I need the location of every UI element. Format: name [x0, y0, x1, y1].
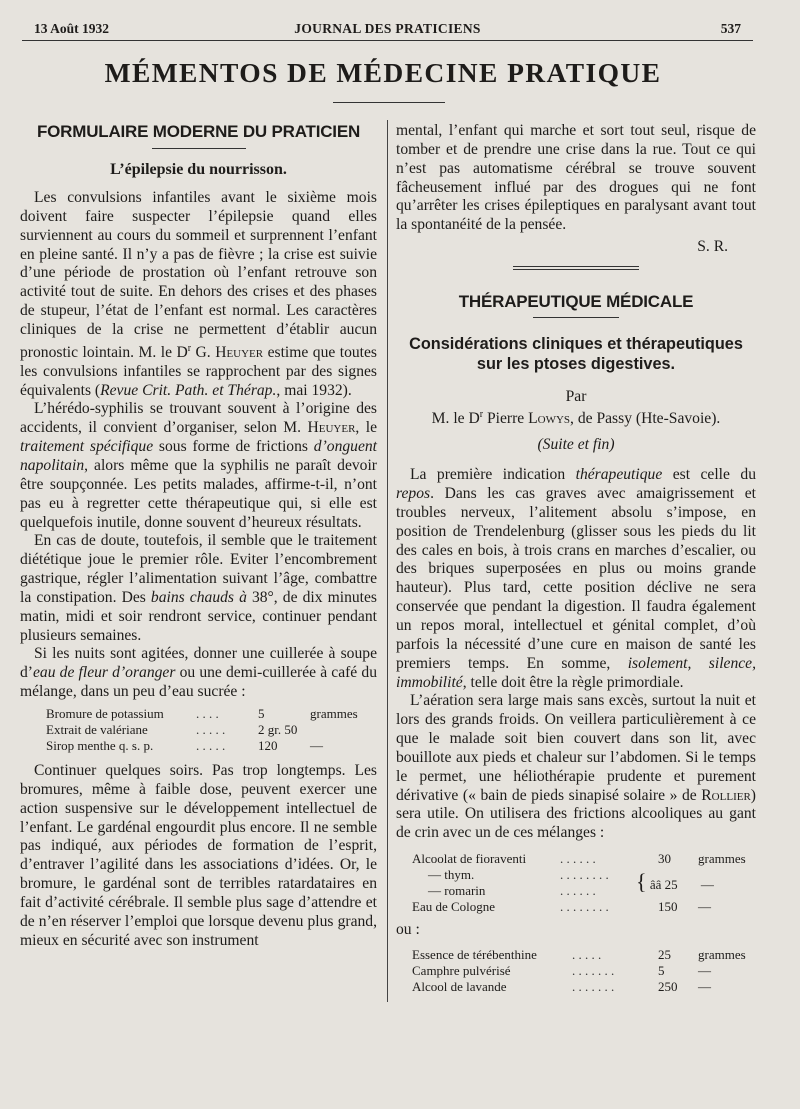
header-rule: [22, 40, 753, 41]
friction-recipe-2: [412, 947, 746, 995]
section-rule: [152, 148, 246, 149]
prescription-table: [46, 706, 358, 754]
recipe-row: — thym. . . . . . . . . { ââ 25 —: [412, 867, 746, 883]
author-name: Rollier: [701, 786, 751, 804]
journal-title: JOURNAL DES PRATICIENS: [294, 21, 481, 36]
article-subtitle: L’épilepsie du nourrisson.: [110, 161, 287, 178]
section-rule: [533, 317, 619, 318]
page-number: 537: [720, 21, 741, 36]
paragraph: L’hérédo-syphilis se trouvant souvent à l’origine des accidents, il convient d’organiser, selon M. Heuyer, le traitement spécifique sous forme de frictions d’onguent napolitain, alors même que la syphilis ne paraît devoir être soupçonnée. Les petits malades, affirme-t-il, n’ont pas eu à regretter cette thérapeutique qui, si elle est quelquefois inutile, donne souvent d’heureux résultats.: [20, 400, 378, 531]
title-rule: [333, 102, 445, 103]
running-header: [22, 18, 753, 40]
reference: Revue Crit. Path. et Thérap.: [100, 381, 277, 399]
author-name: Heuyer: [307, 419, 356, 437]
section-heading-formulaire: FORMULAIRE MODERNE DU PRATICIEN: [36, 122, 361, 141]
recipe-row: Alcoolat de fioraventi . . . . . . 30 grammes: [412, 851, 746, 867]
byline: Par: [565, 388, 587, 406]
page-title: MÉMENTOS DE MÉDECINE PRATIQUE: [104, 57, 662, 88]
author-line: M. le $D^r$ Pierre Lowys, de Passy (Hte-Savoie).: [431, 409, 721, 428]
section-heading-therapeutique: THÉRAPEUTIQUE MÉDICALE: [458, 292, 694, 312]
issue-date: 13 Août 1932: [34, 21, 110, 36]
alternative-label: ou :: [396, 921, 420, 939]
recipe-row: Alcool de lavande . . . . . . . 250 —: [412, 979, 711, 995]
paragraph: Continuer quelques soirs. Pas trop longtemps. Les bromures, même à faible dose, peuvent exercer une action suspensive sur le développement intellectuel de l’enfant. Le gardénal engourdit plus encore. Il ne semble pas indiqué, aux périodes de formation de l’esprit, d’entraver l’agilité dans les associations d’idées. Or, le bromure, le gardénal sont de terribles ratardataires en fait d’activité cérébrale. Il semble plus sage d’attendre et de n’en réserver l’emploi que lorsque devenu plus grand, mieux en sécurité avec son instrument: [20, 761, 377, 949]
section-separator: [513, 266, 639, 270]
prescription-row: Extrait de valériane . . . . . 2 gr. 50: [46, 721, 298, 737]
author-name: Heuyer: [215, 343, 264, 361]
recipe-row: Eau de Cologne . . . . . . . . 150 —: [412, 899, 711, 915]
prescription-row: Bromure de potassium . . . . 5 grammes: [46, 705, 358, 721]
friction-recipe-1: [412, 851, 746, 915]
author-name: Lowys: [528, 410, 571, 428]
paragraph: En cas de doute, toutefois, il semble que le traitement diététique joue le premier rôle. Eviter l’encombrement gastrique, régler l’alimentation suivant l’âge, combattre la constipation. Des bains chauds à 38°, de dix minutes matin, midi et soir rendront service, continuer pendant plusieurs semaines.: [20, 532, 377, 644]
paragraph: L’aération sera large mais sans excès, surtout la nuit et lors des grands froids. On veillera particulièrement à ce que le malade soit bien couvert dans son lit, avec bouillote aux pieds et chaleur sur l’abdomen. Si le temps le permet, une héliothérapie prudente et purement dérivative (« bain de pieds sinapisé solaire » de Rollier) sera utile. On utilisera des frictions alcooliques au gant de crin avec un de ces mélanges :: [396, 692, 756, 842]
left-column: [20, 122, 377, 950]
recipe-row: Essence de térébenthine . . . . . 25 grammes: [412, 947, 746, 963]
recipe-row: Camphre pulvérisé . . . . . . . 5 —: [412, 963, 711, 979]
article-title: Considérations cliniques et thérapeutiques sur les ptoses digestives.: [409, 335, 743, 374]
column-divider: [387, 120, 388, 1002]
recipe-row: — romarin . . . . . .: [428, 883, 596, 899]
continuation-note: (Suite et fin): [537, 436, 615, 454]
recipe-brace: { ââ 25 —: [636, 868, 714, 894]
paragraph: Si les nuits sont agitées, donner une cuillerée à soupe d’eau de fleur d’oranger ou une demi-cuillerée à café du mélange, dans un peu d’eau sucrée :: [20, 645, 377, 701]
paragraph-continued: mental, l’enfant qui marche et sort tout seul, risque de tomber et de prendre une crise dans la rue. Tout ce qui n’est pas automatisme cérébral se trouve souvent fâcheusement influé par des drogues qui ne font qu’arrêter les crises épileptiques en paralysant avant tout la spontanéité de la pensée.: [396, 122, 756, 234]
signature: S. R.: [697, 238, 728, 256]
paragraph: La première indication thérapeutique est celle du repos. Dans les cas graves avec amaigrissement et troubles nerveux, l’alitement absolu s’impose, en position de Trendelenburg (glisser sous les pieds du lit des cales en bois, à trois crans en marches d’escalier, ou des briques superposées en plus ou moins grande hauteur). Plus tard, cette position déclive ne sera conservée que pendant la digestion. Il faudra également un repos moral, intellectuel et génital complet, d’où parfois la nécessité d’une cure en maison de santé les premiers temps. En somme, isolement, silence, immobilité, telle doit être la règle primordiale.: [396, 466, 756, 691]
right-column: [396, 122, 756, 995]
paragraph: Les convulsions infantiles avant le sixième mois doivent faire suspecter l’épilepsie quand elles surviennent au cours du sommeil et surprennent l’enfant en pleine santé. Il n’y a pas de fièvre ; la crise est suivie d’une période de prostation où l’enfant retrouve son activité tout de suite. En dehors des crises et des phases de stupeur, l’état de l’enfant est normal. Les caractères cliniques de la crise ne permettent d’établir aucun pronostic lointain. M. le $D^r$ G. Heuyer estime que toutes les convulsions infantiles se rapprochent par des signes équivalents (Revue Crit. Path. et Thérap., mai 1932).: [20, 189, 377, 399]
prescription-row: Sirop menthe q. s. p. . . . . . 120 —: [46, 737, 323, 753]
